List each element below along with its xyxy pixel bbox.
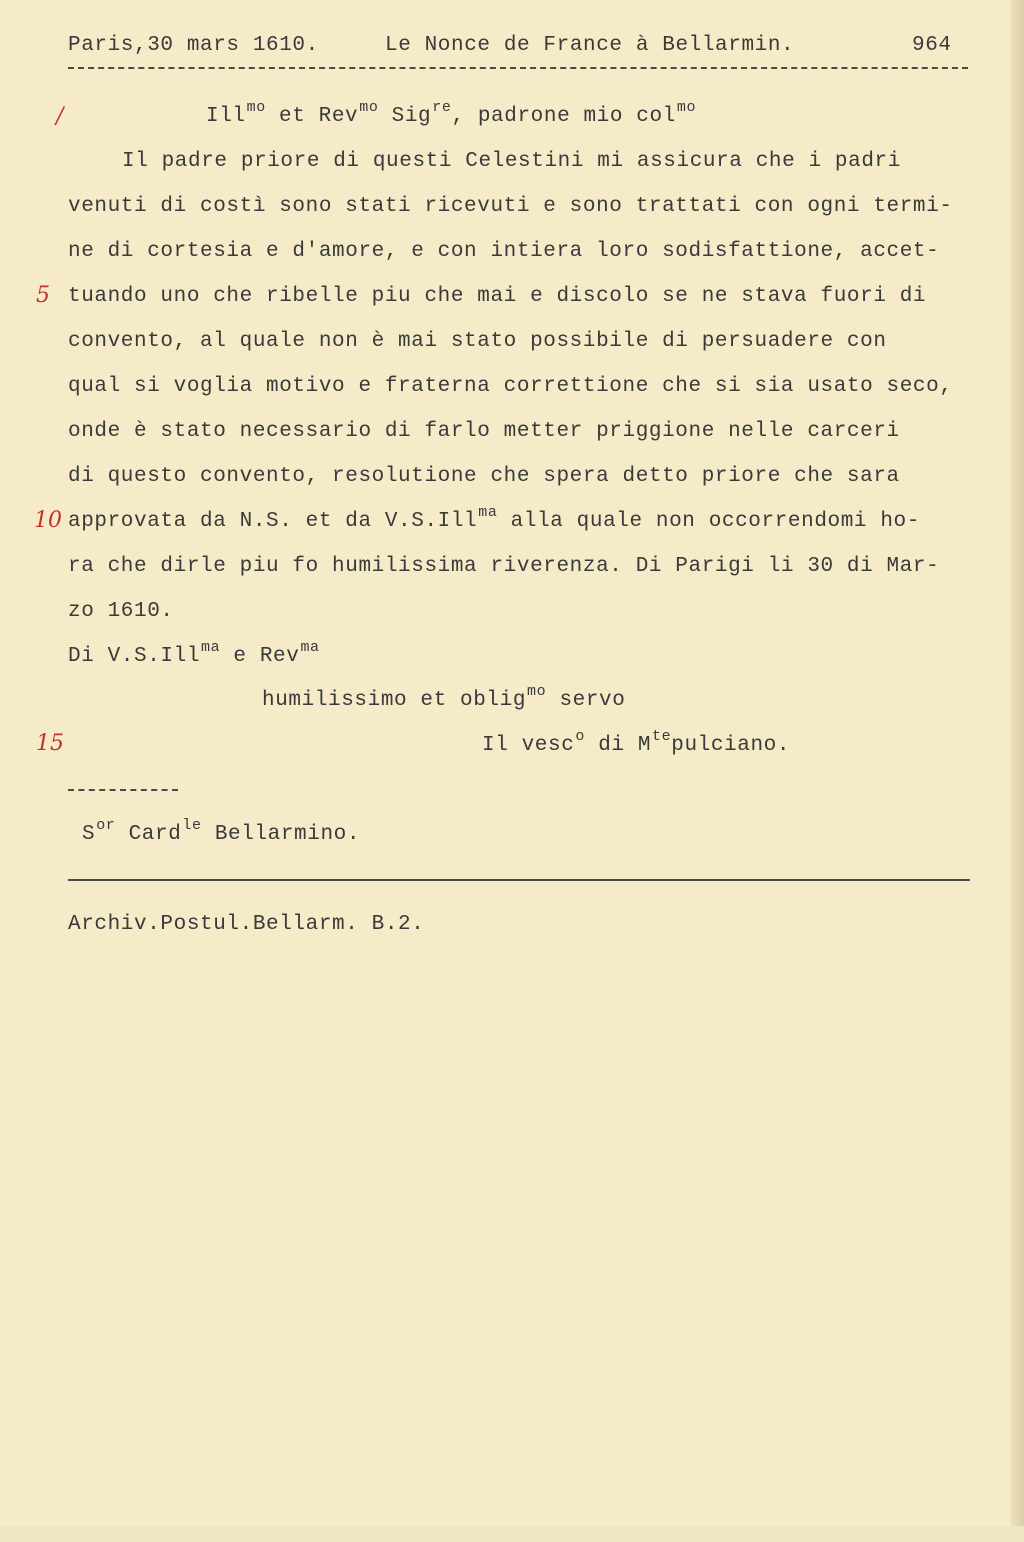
body-line-4: tuando uno che ribelle piu che mai e discolo se ne stava fuori di xyxy=(68,285,927,308)
closing-line-1: Di V.S.Ill$^{ma}$ e Rev$^{ma}$ xyxy=(68,639,320,668)
signature-line: Il vesc$^o$ di $M^{te}pulciano$. xyxy=(482,728,791,757)
header-page-number: 964 xyxy=(912,34,952,57)
margin-mark-1: / xyxy=(56,104,64,129)
body-line-6: qual si voglia motivo e fraterna correttione che si sia usato seco, xyxy=(68,375,953,398)
paper-bottom-edge xyxy=(0,1526,1024,1542)
body-line-5: convento, al quale non è mai stato possibile di persuadere con xyxy=(68,330,887,353)
header-place-date: Paris,30 mars 1610. xyxy=(68,34,319,57)
body-line-10: ra che dirle piu fo humilissima riverenza. Di Parigi li 30 di Mar- xyxy=(68,555,940,578)
body-line-7: onde è stato necessario di farlo metter priggione nelle carceri xyxy=(68,420,900,443)
addressee-dashed-rule xyxy=(68,789,178,791)
closing-line-2: humilissimo et oblig$^{mo}$ servo xyxy=(262,683,626,712)
addressee: $S^{or}$ Card$^{le}$ Bellarmino. xyxy=(82,817,361,846)
body-line-8: di questo convento, resolutione che spera detto priore che sara xyxy=(68,465,900,488)
body-line-2: venuti di costì sono stati ricevuti e sono trattati con ogni termi- xyxy=(68,195,953,218)
margin-mark-15: 15 xyxy=(36,731,64,756)
header-dashed-rule xyxy=(68,67,968,69)
body-line-11: zo 1610. xyxy=(68,600,174,623)
salutation: Ill$^{mo}$ et Rev$^{mo}$ Sig$^{re}$, padrone mio col$^{mo}$ xyxy=(206,99,697,128)
paper-right-edge xyxy=(1010,0,1024,1542)
body-line-3: ne di cortesia e d'amore, e con intiera loro sodisfattione, accet- xyxy=(68,240,940,263)
body-line-9: approvata da N.S. et da V.S.Ill$^{ma}$ alla quale non occorrendomi ho- xyxy=(68,504,920,533)
header-title: Le Nonce de France à Bellarmin. xyxy=(385,34,795,57)
margin-mark-5: 5 xyxy=(36,283,50,308)
footer-rule xyxy=(68,879,970,881)
body-line-1: Il padre priore di questi Celestini mi assicura che i padri xyxy=(122,150,901,173)
margin-mark-10: 10 xyxy=(34,508,62,533)
archive-source: Archiv.Postul.Bellarm. B.2. xyxy=(68,913,425,936)
